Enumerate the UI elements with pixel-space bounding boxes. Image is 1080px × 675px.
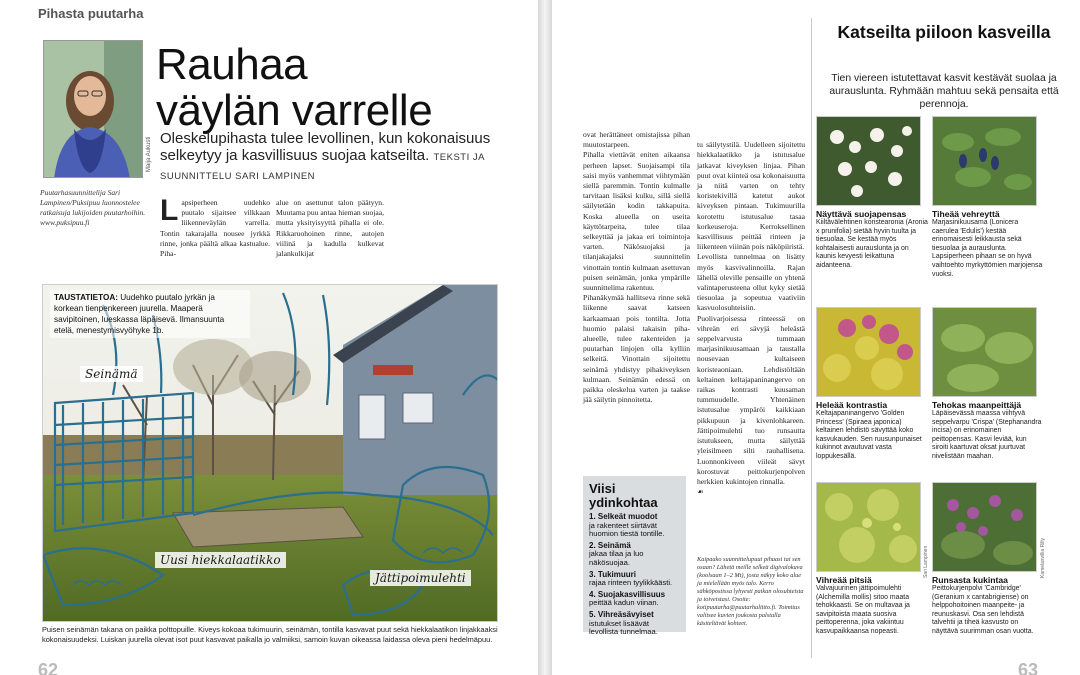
plant-card <box>932 116 1044 279</box>
key-point-item <box>589 542 680 568</box>
plant-title: Runsasta kukintaa <box>932 575 1008 585</box>
plant-card <box>932 307 1044 462</box>
page-number-left: 62 <box>38 660 59 675</box>
plant-text: Keltajapaninangervo 'Golden Princess' (Spiraea japonica) keltainen lehdistö sävyttää koko kasvukauden. Sen ruusunpunaiset kukinnot avautuvat vasta loppukesällä. <box>816 410 922 460</box>
photo-caption: Puisen seinämän takana on paikka polttopuille. Kiveys kokoaa tukimuurin, seinämän, tontilla kasvavat puut sekä hiekkalaatikon linjakkaaksi kokonaisuudeksi. Luiskan juurella olevat isot puut kasvavat paikalla jo valmiiksi, samoin kuvan oikeassa laidassa oleva pieni hedelmäpuu. <box>42 625 498 644</box>
plant-card <box>816 482 928 637</box>
key-point-head: 1. Selkeät muodot <box>589 512 658 521</box>
key-point-head: 5. Vihreäsävyiset <box>589 609 654 619</box>
headline-line-2: väylän varrelle <box>156 86 433 135</box>
background-info-label: TAUSTATIETOA: <box>54 293 118 302</box>
key-point-item <box>589 591 680 608</box>
key-point-text: ja rakenteet siirtävät huomion tiestä tontille. <box>589 520 665 539</box>
plant-photo-lonicera <box>932 116 1037 206</box>
sidebar-photo-credit-2: Kamelasvillia Rilly <box>1040 537 1046 578</box>
page-gutter <box>538 0 552 675</box>
plant-photo-alchemilla <box>816 482 921 572</box>
end-mark: ☙ <box>697 487 704 497</box>
sidebar-lead: Tien viereen istutettavat kasvit kestävät suolaa ja aurauslunta. Ryhmään mahtuu sekä pensaita että perennoja. <box>829 73 1059 110</box>
left-page <box>0 0 538 675</box>
lead-paragraph <box>160 130 500 185</box>
plant-text: Peittokurjenpolvi 'Cambridge' (Geranium x cantabrigiense) on helppohoitoinen maanpeite- ja reunuskasvi. Osa sen lehdistä talvehtii ja tiheä kasvusto on näyttävä suurimman osan vuotta. <box>932 585 1034 635</box>
plant-title: Vihreää pitsiä <box>816 575 872 585</box>
body-column-4-text: tu säilytystilä. Uudelleen sijoitettu hiekkalaatikko ja istutusalue jatkavat kiveyksen linjaa. Pihan puut ovat kiinteä osa kokonaisuutta ja niitä varten on tehty koristekivillä katetut aukot kiveyksen pintaan. Tukimuurilla korotettu istutusalue tasaa korkeuseroja. Kerroksellinen kasvillisuus peittää rinteen ja liikenteen viiinän pois näköpiiristä. Levollista tunnelmaa on lisätty myös kasvivalinnoilla. Rajan lähellä oleville pensaille on yhtenä valintaperusteena ollut kyky sietää tiesuolaa ja sopeutua vaativiin kasvuolosuhteisiin. Puolivarjoisessa rinteessä on vihreän eri sävyjä heleästä seppelvarvusta tummaan marjasinikuusamaan ja taustalla nousevaan kultaiseen koristeaoniaan. Lehdistöltään keltainen keltajapaninangervo on raikas kontrasti kuusaman tummuudelle. Yhtenäinen istutusalue ympäröi kaikkiaan pikkupuun ja kivenlohkareen. Jättipoimulehti tuo runsautta istutukseen, mutta säilyttää yleisilmeen silti rauhallisena. Luonnonkiveen viileät sävyt korostuvat peittokurjenpolven herkkien kukintojen rinnalla. <box>697 140 805 486</box>
plant-text: Läpäisevässä maassa viihtyvä seppelvarpu 'Crispa' (Stephanandra incisa) on erinomainen peittopensas. Kasvi leviää, kun siroiti kaartuvat oksat juurtuvat nivelistään maahan. <box>932 410 1042 460</box>
key-point-text: jakaa tilaa ja luo näkösuojaa. <box>589 549 644 567</box>
plant-text: Valvajuurinen jättipoimulehti (Alchemilla mollis) sitoo maata tehokkaasti. Se on multavaa ja savipitoista maata suosiva peittoperenna, joka vakiintuu kasvupaikkaansa nopeasti. <box>816 585 910 635</box>
key-points-title: Viisi ydinkohtaa <box>589 481 658 510</box>
dropcap: L <box>160 194 179 227</box>
plant-card <box>816 307 928 462</box>
author-portrait <box>43 40 143 178</box>
callout-seinama: Seinämä <box>80 366 143 382</box>
page-number-right: 63 <box>1018 660 1039 675</box>
plant-card <box>932 482 1044 637</box>
reader-note: Kaipaako suunnittelupuut pihaasi tai sen osaan? Lähetä meille selkeä digivalokuva (koolsaan 1–2 Mt), josta näkyy koko alue ja mielellään myös talo. Kerro sähköpostissa lyhyesti paikan olosuhteista ja toiveistasi. Osoite: kotipuutarha@puutarhaliitto.fi. Toimitus valitsee kuvien joukosta palstalla käsiteltävät kohteet. <box>697 556 804 627</box>
key-point-text: peittää kadun viinan. <box>589 598 659 608</box>
column-divider <box>811 18 812 658</box>
plant-title: Heleää kontrastia <box>816 400 888 410</box>
body-column-3: ovat herättäneet omistajissa pihan muutostarpeen. Pihalla viettävät eniten aikaansa perheen lapset. Suojaisampi tila saisi myös vanhemmat viihtymään siellä paremmin. Tontin kulmalle tarvitaan lisäksi kulku, sillä siellä säilytetään kodin takkapuita. Koska alueella on useita käyttötarpeita, tulee tilaa selkeyttää ja jakaa eri toimintoja varten. Näkösuojaksi ja tilanjakajaksi suunnittelin vinottain tontin kulmaan asettuvan puisen seinämän, jonka ympärille suunnittelima rakentuu. Pihanäkymää hallitseva rinne sekä liikenne saavat katseen karkaamaan pois tontilta. Jotta huomio palaisi takaisin piha-alueelle, tulee rakenteiden ja puutarhan linjojen olla kylliin selkeitä. Vinottain sijoitettu seinämä yhdistyy pihakiveyksen kulmaan. Seinämän edessä on paikka oleskelua varten ja taakse jää säilytin pinnoitetta. <box>583 130 690 405</box>
plant-photo-stephanandra <box>932 307 1037 397</box>
headline <box>156 42 432 134</box>
byline: TEKSTI JA SUUNNITTELU SARI LAMPINEN <box>160 152 485 182</box>
portrait-credit: Maija Aukusti <box>146 136 152 172</box>
body-column-4 <box>697 130 805 497</box>
callout-jattipoimulehti: Jättipoimulehti <box>370 570 471 586</box>
key-point-head: 2. Seinämä <box>589 540 631 550</box>
plant-title: Tiheää vehreyttä <box>932 209 1000 219</box>
body-column-1-text: apsiperheen uudehko puutalo sijaitsee vilkkaan liikenneväylän varrella. Tontin takarajalla nousee jyrkkä rinne, jonka päältä alkaa kastualue. Piha- <box>160 198 270 259</box>
callout-hiekkalaatikko: Uusi hiekkalaatikko <box>155 552 286 568</box>
background-info-text: Uudehko puutalo jyrkän ja korkean tienpenkereen juurella. Maaperä savipitoinen, lueskassa läpäisevä. Ilmansuunta etelä, menestymisvyöhyke 1b. <box>54 293 225 335</box>
key-point-text: istutukset lisäävät levollista tunnelmaa. <box>589 618 658 637</box>
plant-text: Marjasinikuusama (Lonicera caerulea 'Edulis') kestää erinomaisesti leikkausta sekä tiesuolaa ja aurauslunta. Lapsiperheen pihaan se on hyvä vaihtoehto myrkyttömien marjojensa vuoksi. <box>932 219 1043 278</box>
plant-title: Tehokas maanpeittäjä <box>932 400 1022 410</box>
plant-text: Kiiltävälehtinen koristearonia (Aronia x prunifolia) sietää hyvin tuulta ja tiesuolaa. Se kestää myös kohtalaisesti aurauslunta ja on kaunis kevyesti leikattuna aidanteena. <box>816 219 928 269</box>
plant-photo-spiraea <box>816 307 921 397</box>
body-column-2: alue on asettunut talon päätyyn. Muutama puu antaa hieman suojaa, mutta yksityisyyttä pihalla ei ole. Rikkaruohoinen rinne, autojen viilinä ja kadulla kulkevat jalankulkijat <box>276 198 384 259</box>
plant-title: Näyttävä suojapensas <box>816 209 907 219</box>
key-points-box <box>583 476 686 637</box>
sidebar-title: Katseilta piiloon kasveilla <box>837 22 1051 42</box>
background-info-box <box>50 290 250 338</box>
sidebar-photo-credit-1: Sari Lampinen <box>923 545 929 578</box>
plant-card <box>816 116 928 271</box>
lead-text: Oleskelupihasta tulee levollinen, kun kokonaisuus selkeytyy ja kasvillisuus suojaa katseilta. <box>160 130 491 164</box>
plant-photo-geranium <box>932 482 1037 572</box>
section-label: Pihasta puutarha <box>38 6 144 21</box>
plant-photo-aronia <box>816 116 921 206</box>
key-point-item <box>589 513 680 539</box>
headline-line-1: Rauhaa <box>156 40 308 89</box>
key-point-item <box>589 571 680 588</box>
key-point-head: 4. Suojakasvillisuus <box>589 589 666 599</box>
key-point-text: rajaa rinteen tyylikkäästi. <box>589 578 673 588</box>
key-point-item <box>589 611 680 637</box>
key-point-head: 3. Tukimuuri <box>589 569 636 579</box>
author-caption: Puutarhasuunnittelija Sari Lampinen/Puksipuu luonnostelee ratkaisuja lukijoiden puutarhoihin. www.puksipuu.fi <box>40 188 146 227</box>
body-column-1 <box>160 194 270 259</box>
